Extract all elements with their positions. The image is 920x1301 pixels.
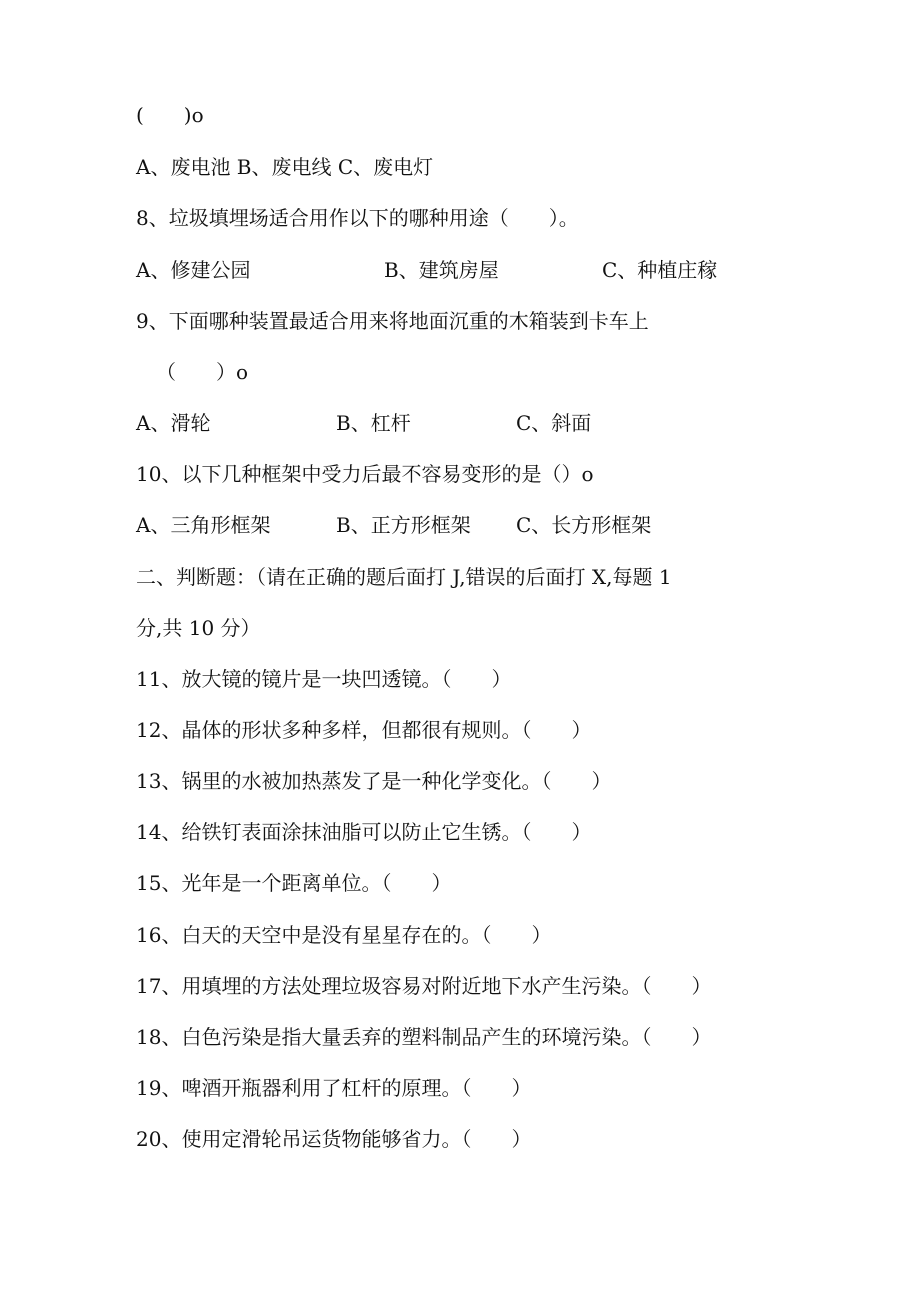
q8-stem: 8、垃圾填埋场适合用作以下的哪种用途（ ）。 bbox=[136, 206, 579, 230]
q10-option-b: B、正方形框架 bbox=[336, 513, 471, 537]
judgment-item-13: 13、锅里的水被加热蒸发了是一种化学变化。（ ） bbox=[136, 769, 612, 793]
judgment-item-15: 15、光年是一个距离单位。（ ） bbox=[136, 871, 452, 895]
section2-heading-cont: 分,共 10 分） bbox=[136, 616, 261, 640]
section2-heading: 二、判断题：（请在正确的题后面打 J,错误的后面打 X,每题 1 bbox=[136, 565, 672, 589]
judgment-item-16: 16、白天的天空中是没有星星存在的。（ ） bbox=[136, 923, 552, 947]
q9-stem: 9、下面哪种装置最适合用来将地面沉重的木箱装到卡车上 bbox=[136, 309, 649, 333]
judgment-item-11: 11、放大镜的镜片是一块凹透镜。（ ） bbox=[136, 667, 512, 691]
q10-option-c: C、长方形框架 bbox=[516, 513, 652, 537]
judgment-item-14: 14、给铁钉表面涂抹油脂可以防止它生锈。（ ） bbox=[136, 820, 592, 844]
q7-options: A、废电池 B、废电线 C、废电灯 bbox=[136, 155, 434, 179]
q8-option-b: B、建筑房屋 bbox=[384, 258, 499, 282]
q8-option-a: A、修建公园 bbox=[136, 258, 251, 282]
judgment-item-18: 18、白色污染是指大量丢弃的塑料制品产生的环境污染。（ ） bbox=[136, 1025, 712, 1049]
q9-option-b: B、杠杆 bbox=[336, 411, 411, 435]
q8-option-c: C、种植庄稼 bbox=[602, 258, 718, 282]
judgment-item-20: 20、使用定滑轮吊运货物能够省力。（ ） bbox=[136, 1127, 532, 1151]
judgment-item-12: 12、晶体的形状多种多样，但都很有规则。（ ） bbox=[136, 718, 592, 742]
q7-answer-blank: ( )o bbox=[136, 103, 204, 127]
q10-stem: 10、以下几种框架中受力后最不容易变形的是（）o bbox=[136, 462, 594, 486]
q9-option-c: C、斜面 bbox=[516, 411, 592, 435]
judgment-item-17: 17、用填埋的方法处理垃圾容易对附近地下水产生污染。（ ） bbox=[136, 974, 712, 998]
q9-option-a: A、滑轮 bbox=[136, 411, 211, 435]
q9-answer-blank: （ ）o bbox=[156, 360, 249, 384]
judgment-item-19: 19、啤酒开瓶器利用了杠杆的原理。（ ） bbox=[136, 1076, 532, 1100]
q10-option-a: A、三角形框架 bbox=[136, 513, 271, 537]
